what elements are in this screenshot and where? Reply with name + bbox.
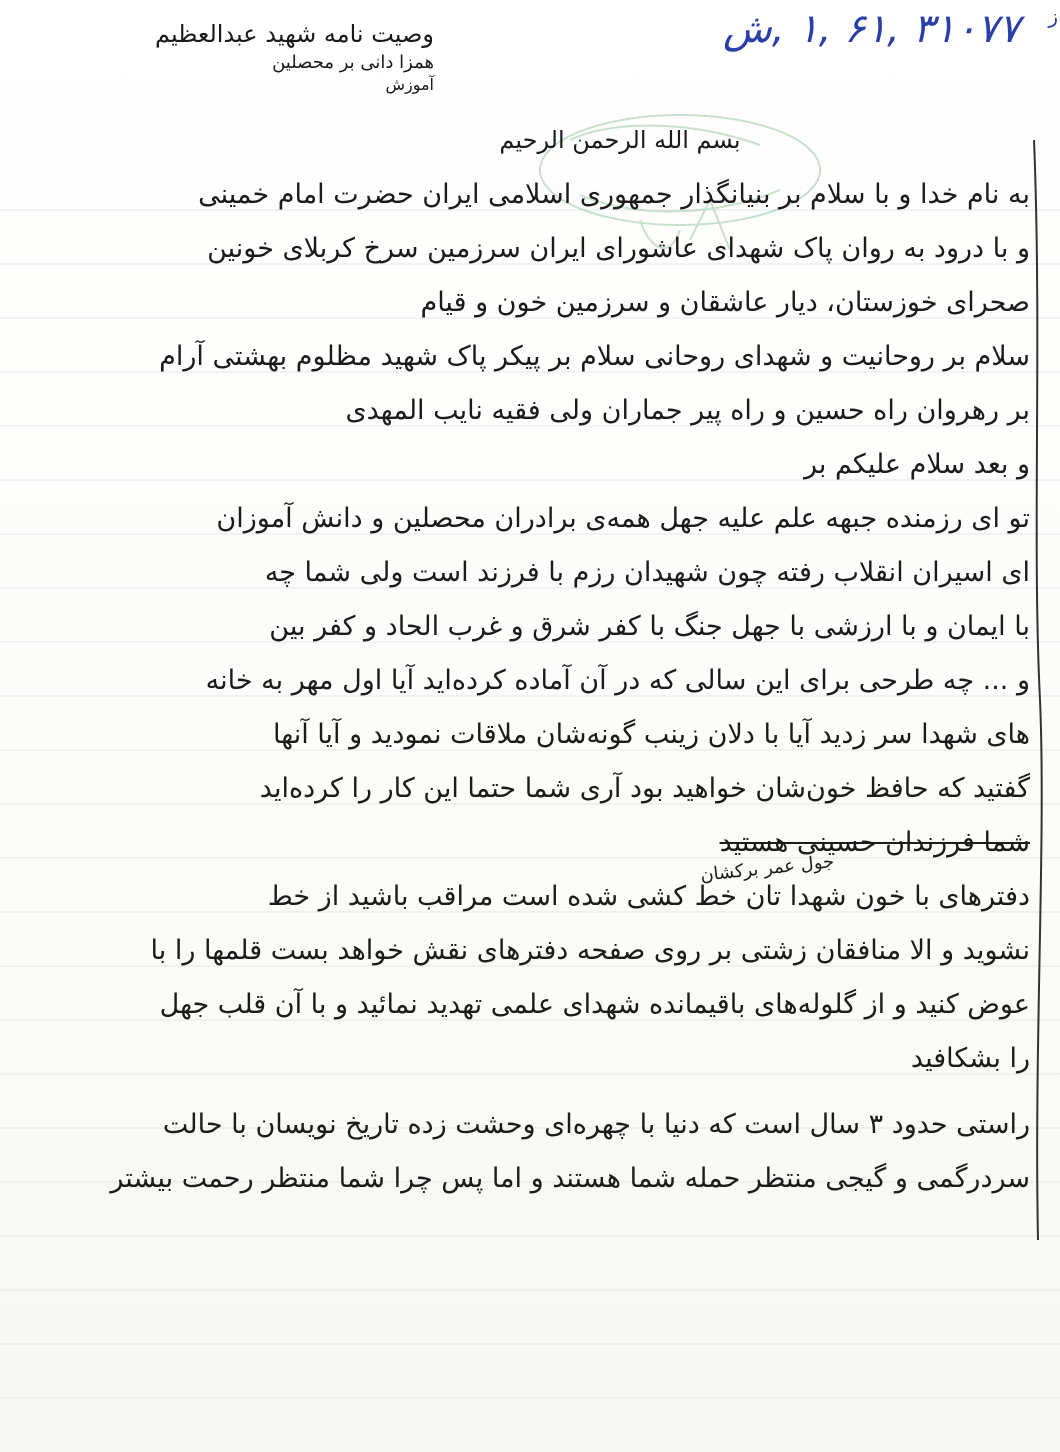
text-line: با ایمان و با ارزشی با جهل جنگ با کفر شرق و غرب الحاد و کفر بین: [269, 611, 1030, 642]
text-line: نشوید و الا منافقان زشتی بر روی صفحه دفترهای نقش خواهد بست قلمها را با: [150, 935, 1030, 966]
text-line: سلام بر روحانیت و شهدای روحانی سلام بر پیکر پاک شهید مظلوم بهشتی آرام: [159, 341, 1030, 372]
text-line: ای اسیران انقلاب رفته چون شهیدان رزم با فرزند است ولی شما چه: [264, 557, 1030, 588]
text-line: صحرای خوزستان، دیار عاشقان و سرزمین خون و قیام: [420, 287, 1030, 318]
will-body-text: [30, 168, 1030, 1206]
archive-number: ۳۱۰۷۷ ,۶۱ ,۱ ,ش: [722, 6, 1020, 52]
text-line: عوض کنید و از گلوله‌های باقیمانده شهدای علمی تهدید نمائید و با آن قلب جهل: [159, 989, 1030, 1020]
text-line: و با درود به روان پاک شهدای عاشورای ایران سرزمین سرخ کربلای خونین: [207, 233, 1030, 264]
text-line: سردرگمی و گیجی منتظر حمله شما هستند و اما پس چرا شما منتظر رحمت بیشتر: [110, 1163, 1030, 1194]
text-line: به نام خدا و با سلام بر بنیانگذار جمهوری اسلامی ایران حضرت امام خمینی: [198, 179, 1030, 210]
header-note: [14, 20, 434, 94]
header-note-subtitle: همزا دانی بر محصلین: [272, 52, 434, 73]
struck-line: [30, 816, 1030, 870]
text-line: را بشکافید: [910, 1043, 1030, 1074]
text-line: و بعد سلام علیکم بر: [803, 449, 1030, 480]
basmala: بسم الله الرحمن الرحیم: [499, 126, 741, 154]
text-line: گفتید که حافظ خون‌شان خواهید بود آری شما حتما این کار را کرده‌اید: [259, 773, 1030, 804]
text-line: و ... چه طرحی برای این سالی که در آن آماده کرده‌اید آیا اول مهر به خانه: [205, 665, 1030, 696]
header-note-title: وصیت نامه شهید عبدالعظیم: [154, 20, 434, 48]
text-line: تو ای رزمنده جبهه علم علیه جهل همه‌ی برادران محصلین و دانش آموزان: [216, 503, 1030, 534]
text-line: بر رهروان راه حسین و راه پیر جماران ولی فقیه نایب المهدی: [345, 395, 1030, 426]
text-line: های شهدا سر زدید آیا با دلان زینب گونه‌شان ملاقات نمودید و آیا آنها: [273, 719, 1030, 750]
corner-mark: ز: [1048, 4, 1058, 28]
struck-line-text: شما فرزندان حسینی هستید: [719, 827, 1030, 858]
header-note-detail: آموزش: [385, 75, 434, 94]
text-line: راستی حدود ۳ سال است که دنیا با چهره‌ای وحشت زده تاریخ نویسان با حالت: [162, 1109, 1030, 1140]
inserted-correction: جول عمر برکشان: [699, 851, 836, 886]
text-line: دفترهای با خون شهدا تان خط کشی شده است مراقب باشید از خط: [267, 881, 1030, 912]
margin-bracket: [1028, 140, 1056, 1240]
